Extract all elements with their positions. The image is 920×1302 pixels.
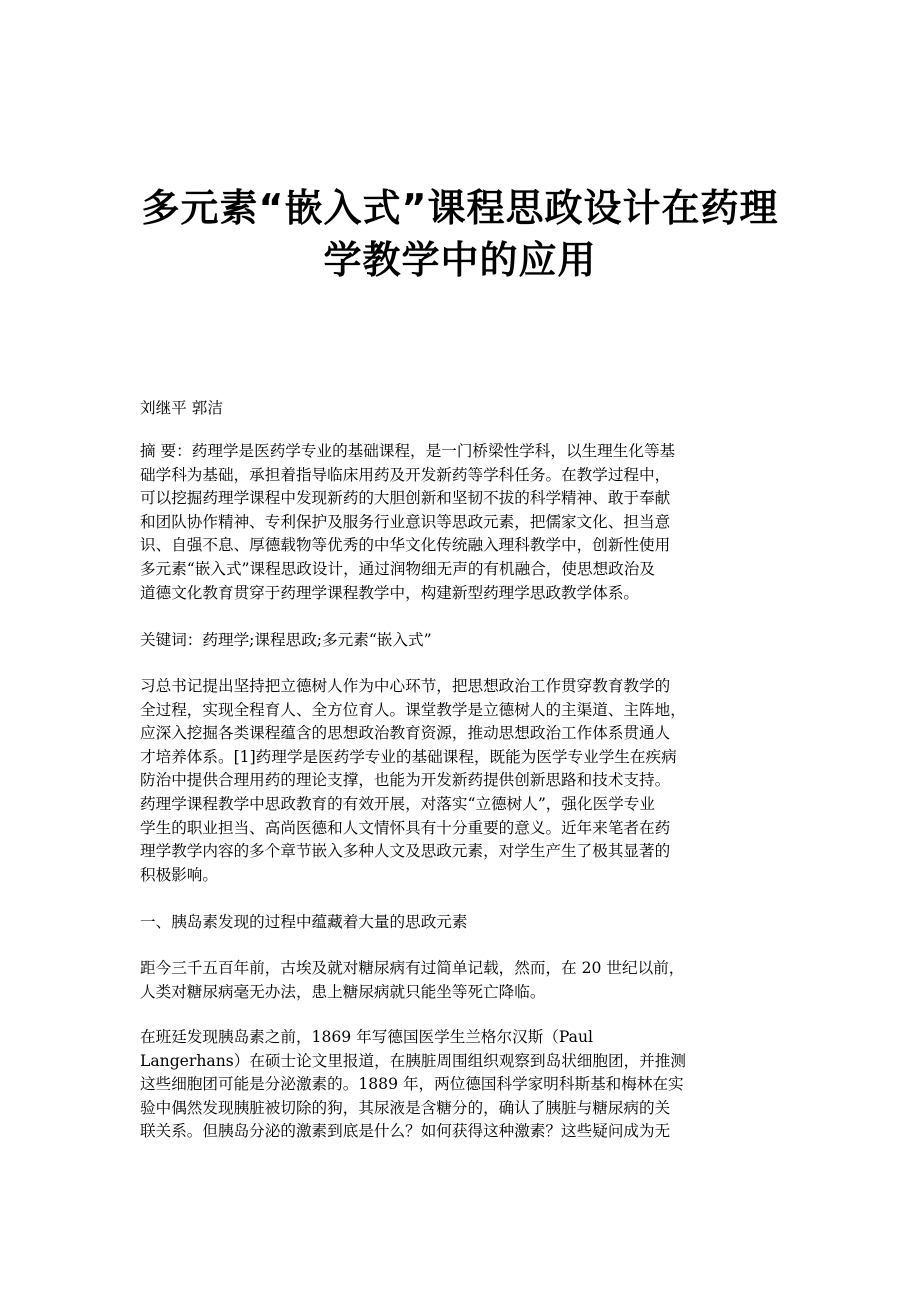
paragraph-line: 防治中提供合理用药的理论支撑，也能为开发新药提供创新思路和技术支持。 [140,771,671,790]
section-heading: 一、胰岛素发现的过程中蕴藏着大量的思政元素 [140,913,468,931]
paragraph-line: 在班廷发现胰岛素之前，1869 年写德国医学生兰格尔汉斯（Paul [140,1028,594,1046]
paragraph-line: 理学教学内容的多个章节嵌入多种人文及思政元素，对学生产生了极其显著的 [140,842,671,861]
paragraph-line: 全过程，实现全程育人、全方位育人。课堂教学是立德树人的主渠道、主阵地， [140,700,686,719]
paragraph-line: 习总书记提出坚持把立德树人作为中心环节，把思想政治工作贯穿教育教学的 [140,677,671,695]
paragraph-line: 药理学课程教学中思政教育的有效开展，对落实“立德树人”，强化医学专业 [140,794,655,813]
title-line-1: 多元素“嵌入式”课程思政设计在药理 [141,186,779,230]
paragraph-line: Langerhans）在硕士论文里报道，在胰脏周围组织观察到岛状细胞团，并推测 [140,1051,686,1070]
paragraph-line: 才培养体系。[1]药理学是医药学专业的基础课程，既能为医学专业学生在疾病 [140,747,677,766]
abstract-line: 础学科为基础，承担着指导临床用药及开发新药等学科任务。在教学过程中， [140,465,671,484]
keywords: 关键词：药理学;课程思政;多元素“嵌入式” [140,631,432,649]
paragraph-line: 距今三千五百年前，古埃及就对糖尿病有过简单记载，然而，在 20 世纪以前， [140,959,685,977]
paragraph-line: 人类对糖尿病毫无办法，患上糖尿病就只能坐等死亡降临。 [140,982,546,1001]
paragraph-line: 应深入挖掘各类课程蕴含的思想政治教育资源，推动思想政治工作体系贯通人 [140,724,671,743]
abstract-line: 多元素“嵌入式”课程思政设计，通过润物细无声的有机融合，使思想政治及 [140,559,655,578]
abstract-line: 和团队协作精神、专利保护及服务行业意识等思政元素，把儒家文化、担当意 [140,512,671,531]
paragraph-line: 验中偶然发现胰脏被切除的狗，其尿液是含糖分的，确认了胰脏与糖尿病的关 [140,1098,671,1117]
abstract-line: 可以挖掘药理学课程中发现新药的大胆创新和坚韧不拔的科学精神、敢于奉献 [140,489,671,508]
title-line-2: 学教学中的应用 [323,238,597,282]
paragraph-intro [140,675,780,887]
abstract [140,440,780,605]
paragraph-line: 这些细胞团可能是分泌激素的。1889 年，两位德国科学家明科斯基和梅林在实 [140,1075,684,1094]
abstract-line: 识、自强不息、厚德载物等优秀的中华文化传统融入理科教学中，创新性使用 [140,536,671,555]
abstract-line: 摘 要：药理学是医药学专业的基础课程，是一门桥梁性学科，以生理生化等基 [140,442,676,460]
paragraph-line: 联关系。但胰岛分泌的激素到底是什么？如何获得这种激素？这些疑问成为无 [140,1122,671,1141]
paragraph-line: 学生的职业担当、高尚医德和人文情怀具有十分重要的意义。近年来笔者在药 [140,818,671,837]
paragraph-discovery [140,1026,780,1144]
paragraph-line: 积极影响。 [140,865,218,884]
abstract-line: 道德文化教育贯穿于药理学课程教学中，构建新型药理学思政教学体系。 [140,583,640,602]
page-title [110,182,810,286]
authors: 刘继平 郭洁 [140,399,223,417]
paragraph-history [140,957,780,1004]
